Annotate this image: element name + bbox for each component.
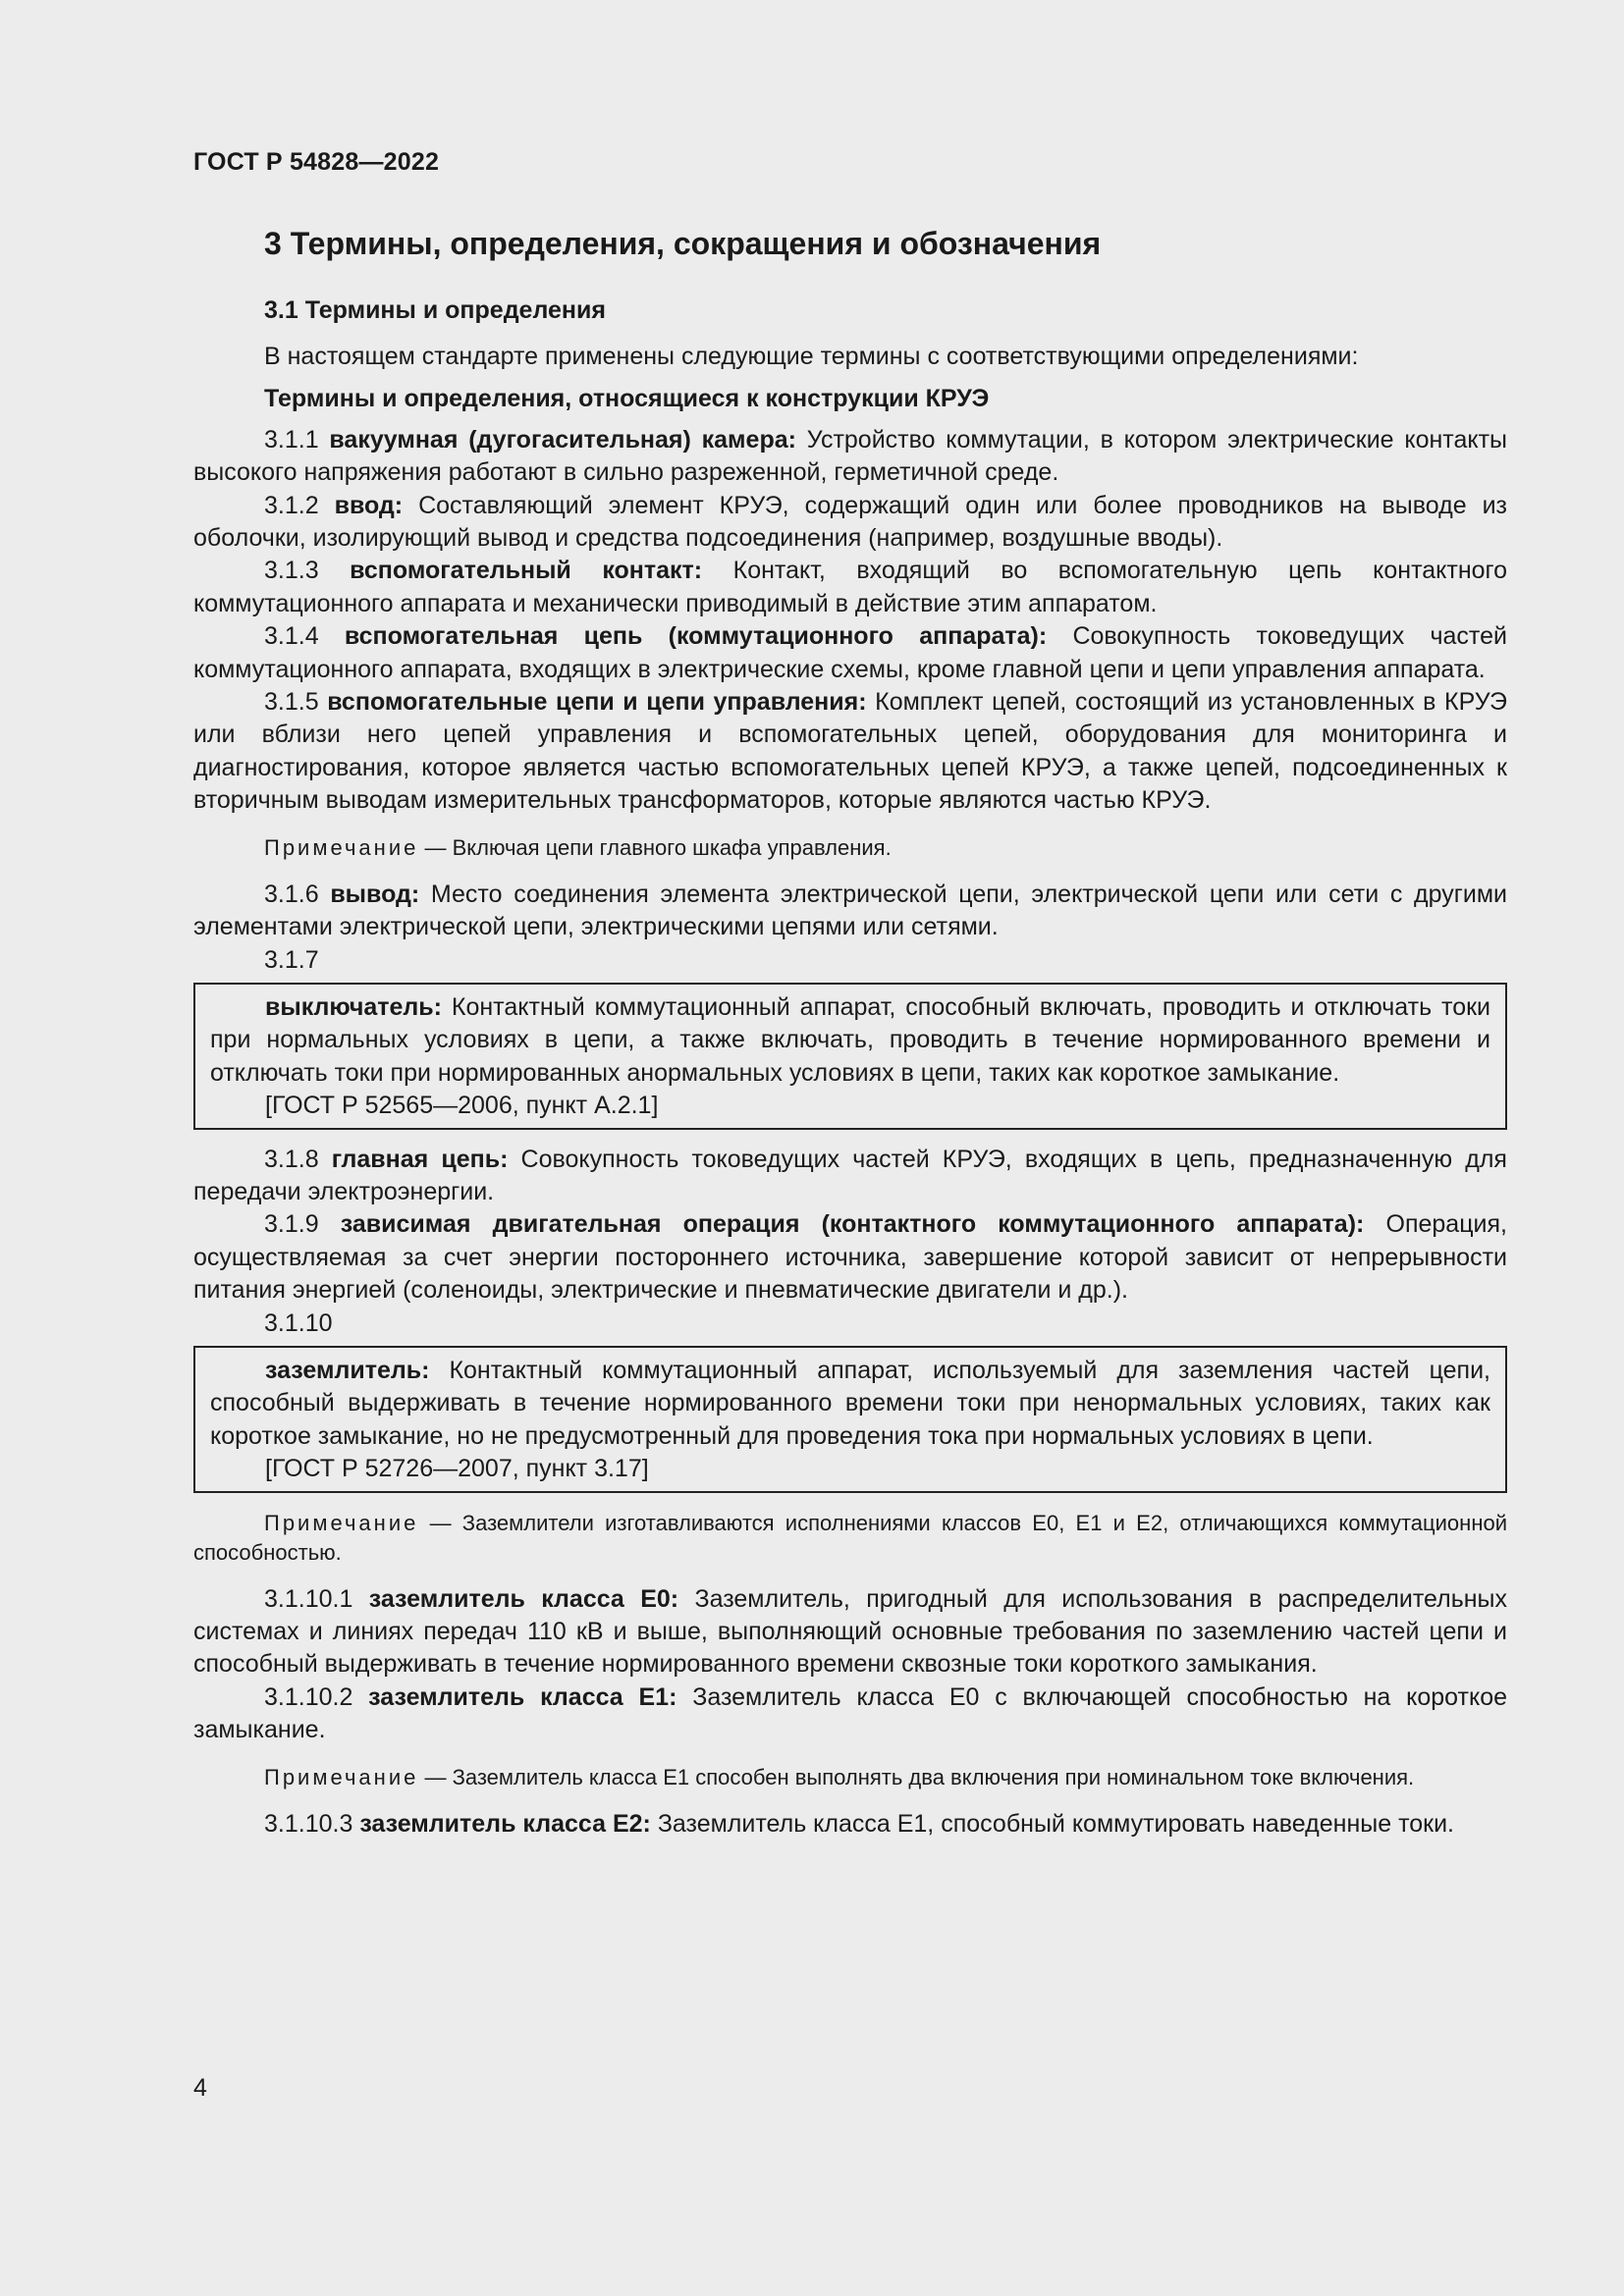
note-2: [193, 1509, 1507, 1568]
source-reference: [ГОСТ Р 52565—2006, пункт А.2.1]: [265, 1092, 659, 1120]
term-definition: Устройство коммутации, в котором электрические контакты высокого напряжения работают в сильно разреженной, герметичной среде.: [193, 425, 1507, 487]
term-number: 3.1.10.1: [264, 1584, 353, 1613]
term-name: ввод:: [334, 491, 404, 519]
term-3-1-4: [193, 620, 1507, 686]
term-number: 3.1.6: [264, 880, 319, 908]
term-name: выключатель:: [265, 992, 442, 1021]
term-definition: Контактный коммутационный аппарат, способный включать, проводить и отключать токи при нормальных условиях в цепи, а также включать, проводить в течение нормированного времени и отключать токи при нормированных анормальных условиях в цепи, таких как короткое замыкание.: [210, 992, 1491, 1087]
term-number: 3.1.8: [264, 1145, 319, 1173]
term-definition: Заземлитель, пригодный для использования в распределительных системах и линиях передач 110 кВ и выше, выполняющий основные требования по заземлению частей цепи и способный выдерживать в течение нормированного времени сквозные токи короткого замыкания.: [193, 1584, 1508, 1679]
term-definition: Заземлитель класса Е1, способный коммутировать наведенные токи.: [657, 1809, 1455, 1838]
term-name: вакуумная (дугогасительная) камера:: [329, 425, 796, 454]
term-3-1-10-1: [193, 1583, 1507, 1682]
term-name: вспомогательные цепи и цепи управления:: [327, 688, 867, 717]
boxed-term: [210, 991, 1490, 1090]
section-title: 3 Термины, определения, сокращения и обозначения: [264, 226, 1102, 261]
term-name: вывод:: [330, 880, 420, 908]
term-number-3-1-10: 3.1.10: [264, 1308, 333, 1337]
intro-text: В настоящем стандарте применены следующие термины с соответствующими определениями:: [264, 343, 1359, 370]
term-3-1-9: [193, 1208, 1507, 1307]
term-definition: Контакт, входящий во вспомогательную цепь контактного коммутационного аппарата и механически приводимый в действие этим аппаратом.: [193, 557, 1508, 617]
term-name: заземлитель класса Е0:: [368, 1584, 679, 1613]
source-reference: [ГОСТ Р 52726—2007, пункт 3.17]: [265, 1455, 649, 1483]
term-definition: Операция, осуществляемая за счет энергии постороннего источника, завершение которой зависит от непрерывности питания энергией (соленоиды, электрические и пневматические двигатели и др.).: [193, 1210, 1507, 1305]
term-3-1-2: [193, 490, 1507, 556]
term-number: 3.1.5: [264, 688, 319, 717]
term-number: 3.1.10.3: [264, 1809, 353, 1838]
note-label: Примечание: [264, 1764, 419, 1789]
note-text: — Включая цепи главного шкафа управления.: [418, 834, 892, 860]
note-label: Примечание: [264, 834, 419, 860]
boxed-term: [210, 1355, 1490, 1453]
term-definition: Место соединения элемента электрической цепи, электрической цепи или сети с другими элементами электрической цепи, электрическими цепями или сетями.: [193, 880, 1508, 941]
term-number: 3.1.2: [264, 491, 319, 519]
term-3-1-8: [193, 1144, 1507, 1209]
term-3-1-6: [193, 879, 1507, 944]
term-definition: Совокупность токоведущих частей коммутационного аппарата, входящих в электрические схемы, кроме главной цепи и цепи управления аппарата.: [193, 622, 1507, 683]
term-3-1-10-2: [193, 1682, 1507, 1747]
term-definition: Составляющий элемент КРУЭ, содержащий один или более проводников на выводе из оболочки, изолирующий вывод и средства подсоединения (например, воздушные вводы).: [193, 491, 1507, 553]
term-number: 3.1.10.2: [264, 1682, 353, 1711]
term-name: главная цепь:: [331, 1145, 509, 1173]
term-number: 3.1.4: [264, 622, 319, 651]
page-content: [193, 222, 1507, 1841]
term-box-3-1-7: [193, 983, 1507, 1130]
term-name: вспомогательная цепь (коммутационного аппарата):: [344, 622, 1048, 651]
term-name: зависимая двигательная операция (контактного коммутационного аппарата):: [340, 1210, 1365, 1239]
term-box-3-1-10: [193, 1346, 1507, 1493]
term-name: заземлитель класса Е1:: [368, 1682, 677, 1711]
note-text: — Заземлители изготавливаются исполнениями классов Е0, Е1 и Е2, отличающихся коммутационной способностью.: [193, 1510, 1507, 1565]
term-definition: Контактный коммутационный аппарат, используемый для заземления частей цепи, способный выдерживать в течение нормированного времени токи при ненормальных условиях, таких как короткое замыкание, но не предусмотренный для проведения тока при нормальных условиях в цепи.: [210, 1356, 1490, 1450]
subsection-title: 3.1 Термины и определения: [264, 296, 606, 324]
term-3-1-5: [193, 686, 1507, 818]
term-number: 3.1.1: [264, 425, 319, 454]
term-name: заземлитель класса Е2:: [359, 1809, 651, 1838]
group-title: Термины и определения, относящиеся к конструкции КРУЭ: [264, 385, 990, 413]
term-number: 3.1.9: [264, 1210, 319, 1239]
term-3-1-10-3: [193, 1808, 1507, 1841]
term-3-1-1: [193, 424, 1507, 490]
note-text: — Заземлитель класса Е1 способен выполнять два включения при номинальном токе включения.: [418, 1764, 1415, 1789]
note-3: [193, 1763, 1507, 1792]
term-name: вспомогательный контакт:: [350, 557, 703, 585]
term-number-3-1-7: 3.1.7: [264, 945, 319, 974]
note-1: [193, 833, 1507, 863]
term-3-1-3: [193, 555, 1507, 620]
term-definition: Совокупность токоведущих частей КРУЭ, входящих в цепь, предназначенную для передачи электроэнергии.: [193, 1145, 1507, 1205]
term-definition: Комплект цепей, состоящий из установленных в КРУЭ или вблизи него цепей управления и вспомогательных цепей, оборудования для мониторинга и диагностирования, которое является частью вспомогательных цепей КРУЭ, а также цепей, подсоединенных к вторичным выводам измерительных трансформаторов, которые являются частью КРУЭ.: [193, 688, 1507, 815]
page-number: 4: [193, 2074, 207, 2102]
document-id: ГОСТ Р 54828—2022: [193, 148, 440, 176]
note-label: Примечание: [264, 1510, 419, 1535]
term-name: заземлитель:: [265, 1356, 430, 1384]
term-number: 3.1.3: [264, 557, 319, 585]
term-definition: Заземлитель класса Е0 с включающей способностью на короткое замыкание.: [193, 1682, 1507, 1744]
